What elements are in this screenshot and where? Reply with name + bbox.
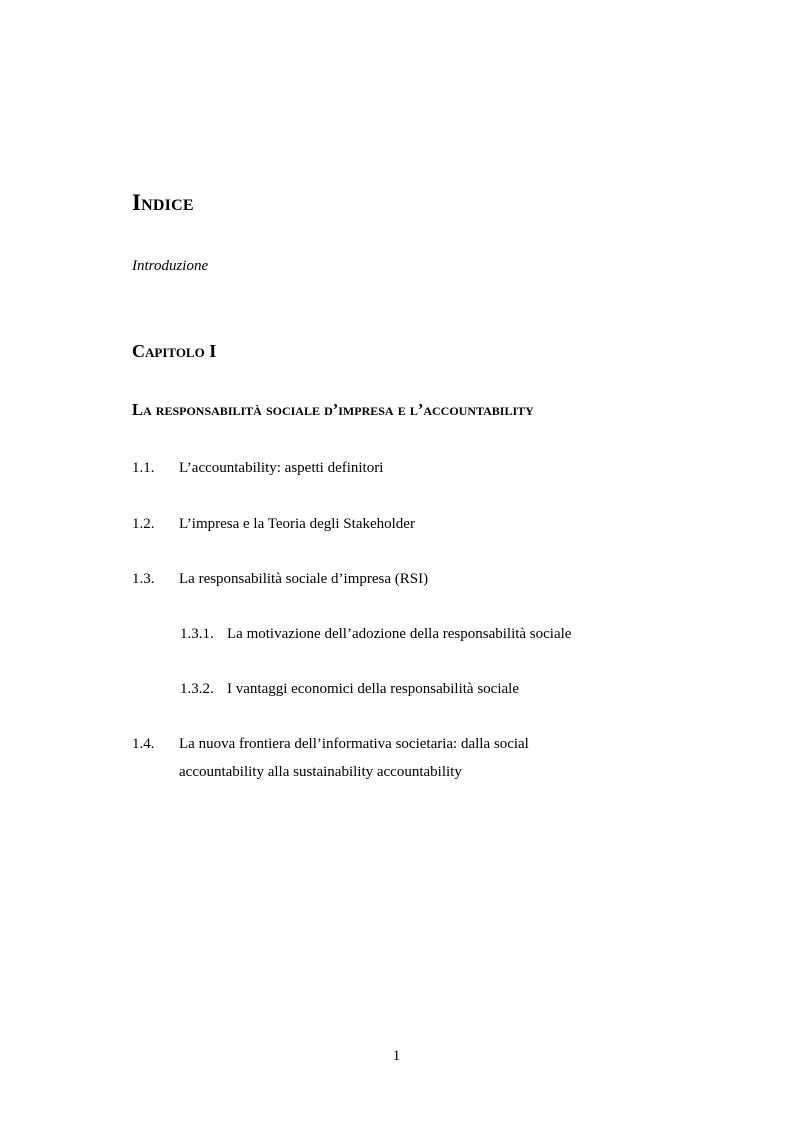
toc-entry-text: La nuova frontiera dell’informativa societaria: dalla social (179, 736, 529, 752)
toc-entry-continuation: accountability alla sustainability accountability (179, 764, 462, 780)
toc-entry-text: La motivazione dell’adozione della responsabilità sociale (227, 626, 572, 642)
page-title: Indice (132, 190, 194, 215)
chapter-title: La responsabilità sociale d’impresa e l’accountability (132, 400, 534, 419)
toc-entry-number: 1.3. (132, 571, 155, 587)
page-number: 1 (392, 1048, 401, 1064)
toc-entry-number: 1.3.2. (180, 681, 214, 697)
introduction-link: Introduzione (132, 258, 209, 274)
toc-entry-text: L’impresa e la Teoria degli Stakeholder (179, 516, 415, 532)
toc-entry-number: 1.2. (132, 516, 155, 532)
toc-entry-text: I vantaggi economici della responsabilità sociale (227, 681, 519, 697)
toc-entry-text: La responsabilità sociale d’impresa (RSI) (179, 571, 429, 587)
toc-entry-number: 1.4. (132, 736, 155, 752)
toc-entry-number: 1.3.1. (180, 626, 214, 642)
toc-entry-text: L’accountability: aspetti definitori (179, 460, 384, 476)
chapter-label: Capitolo I (132, 341, 217, 361)
toc-entry-number: 1.1. (132, 460, 155, 476)
